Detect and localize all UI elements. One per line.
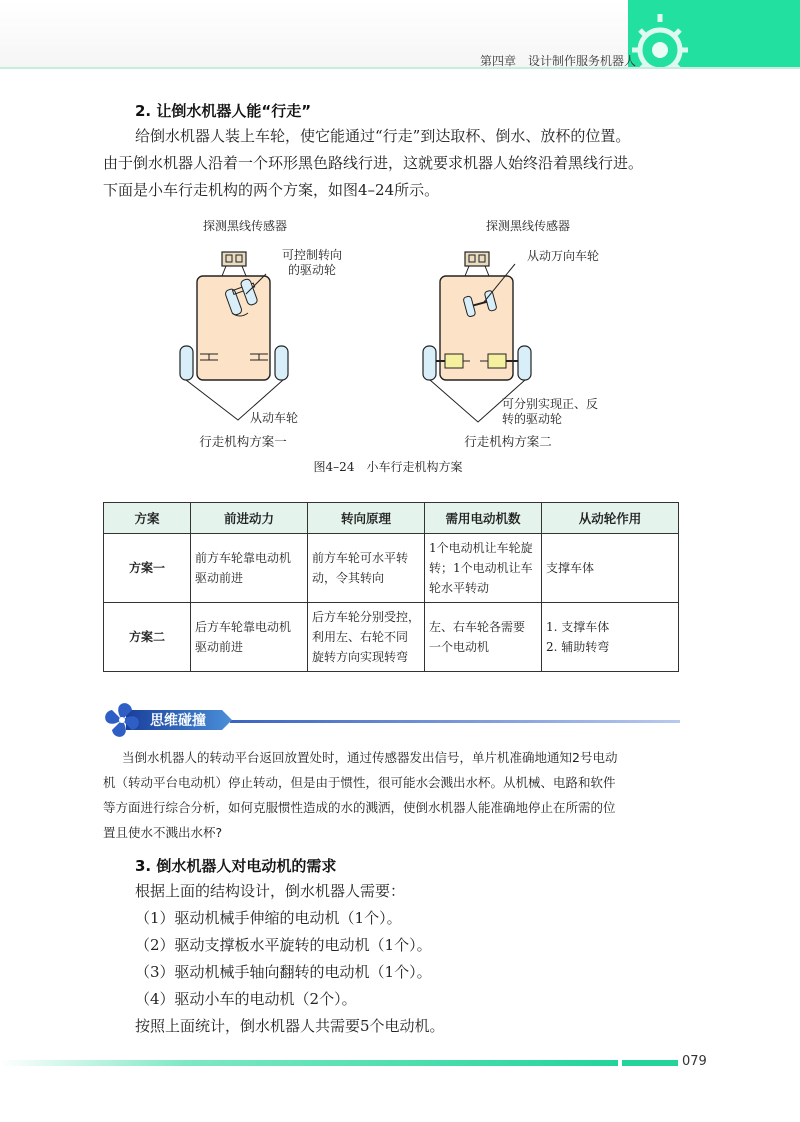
section-3-intro: 根据上面的结构设计，倒水机器人需要：	[135, 882, 406, 900]
cell-line: 2. 辅助转弯	[546, 640, 610, 654]
steer-cell	[308, 603, 425, 672]
figure-4-24	[0, 210, 800, 490]
cell-line: 轮水平转动	[429, 581, 490, 595]
scheme-one-drive-label-1: 可控制转向	[281, 248, 343, 262]
footer-bar-segment	[622, 1060, 678, 1066]
row-name: 方案二	[104, 603, 191, 672]
cell-line: 左、右车轮各需要	[429, 620, 526, 634]
section-2-line-1: 给倒水机器人装上车轮，使它能通过“行走”到达取杯、倒水、放杯的位置。	[135, 127, 631, 145]
thinking-line-3: 等方面进行综合分析，如何克服惯性造成的水的溅洒，使倒水机器人能准确地停止在所需的位	[103, 800, 616, 815]
header-cell: 前进动力	[191, 503, 308, 534]
header-divider	[0, 67, 800, 69]
scheme-two-follower-label: 从动万向车轮	[526, 249, 600, 263]
page-number: 079	[682, 1054, 707, 1069]
footer-bar	[0, 1060, 618, 1066]
header-cell: 从动轮作用	[542, 503, 679, 534]
header-cell: 转向原理	[308, 503, 425, 534]
chapter-title: 第四章 设计制作服务机器人	[479, 54, 636, 68]
section-3-title: 3. 倒水机器人对电动机的需求	[135, 857, 337, 875]
scheme-one-sensor-label: 探测黑线传感器	[202, 219, 288, 233]
pinwheel-icon	[105, 703, 139, 737]
section-2-line-2: 由于倒水机器人沿着一个环形黑色路线行进，这就要求机器人始终沿着黑线行进。	[103, 154, 644, 172]
cell-line: 一个电动机	[429, 640, 490, 654]
cell-line: 旋转方向实现转弯	[312, 650, 409, 664]
cell-line: 1. 支撑车体	[546, 620, 610, 634]
section-3-summary: 按照上面统计，倒水机器人共需要5个电动机。	[135, 1017, 445, 1035]
cell-line: 后方车轮靠电动机	[195, 620, 292, 634]
motor-item-2: （2）驱动支撑板水平旋转的电动机（1个）。	[135, 936, 432, 954]
comparison-table	[103, 502, 679, 672]
cell-line: 前方车轮可水平转	[312, 551, 409, 565]
scheme-one-drive-label-2: 的驱动轮	[287, 263, 337, 277]
gear-robot-icon	[628, 0, 708, 68]
scheme-one-drawing	[180, 252, 288, 420]
cell-line: 驱动前进	[195, 640, 244, 654]
cell-line: 转；1个电动机让车	[429, 561, 533, 575]
header-cell: 方案	[104, 503, 191, 534]
scheme-two-drive-label-1: 可分别实现正、反	[502, 397, 599, 411]
cell-line: 前方车轮靠电动机	[195, 551, 292, 565]
figure-caption: 图4–24 小车行走机构方案	[313, 460, 463, 474]
follower-cell	[542, 603, 679, 672]
power-cell	[191, 603, 308, 672]
motors-cell	[425, 603, 542, 672]
header-cell: 需用电动机数	[425, 503, 542, 534]
motor-item-1: （1）驱动机械手伸缩的电动机（1个）。	[135, 909, 402, 927]
thinking-line-1: 当倒水机器人的转动平台返回放置处时，通过传感器发出信号，单片机准确地通知2号电动	[122, 750, 618, 765]
scheme-two-sensor-label: 探测黑线传感器	[485, 219, 571, 233]
motor-item-3: （3）驱动机械手轴向翻转的电动机（1个）。	[135, 963, 432, 981]
motor-item-4: （4）驱动小车的电动机（2个）。	[135, 990, 357, 1008]
section-2-title: 2. 让倒水机器人能“行走”	[135, 102, 312, 120]
steer-cell	[308, 534, 425, 603]
section-2-line-3: 下面是小车行走机构的两个方案，如图4–24所示。	[103, 181, 440, 199]
cell-line: 支撑车体	[546, 561, 595, 575]
table-header-row	[104, 503, 679, 534]
motors-cell	[425, 534, 542, 603]
cell-line: 利用左、右轮不同	[312, 630, 409, 644]
banner-title: 思维碰撞	[150, 713, 206, 729]
thinking-banner	[100, 696, 680, 744]
follower-cell	[542, 534, 679, 603]
scheme-one-follower-label: 从动车轮	[250, 411, 299, 425]
cell-line: 驱动前进	[195, 571, 244, 585]
thinking-line-4: 置且使水不溅出水杯?	[103, 825, 223, 840]
scheme-two-caption: 行走机构方案二	[464, 435, 552, 449]
table-row	[104, 534, 679, 603]
cell-line: 1个电动机让车轮旋	[429, 541, 533, 555]
cell-line: 后方车轮分别受控，	[312, 610, 421, 624]
scheme-two-drive-label-2: 转的驱动轮	[502, 412, 563, 426]
cell-line: 动，令其转向	[312, 571, 385, 585]
table-row	[104, 603, 679, 672]
thinking-line-2: 机（转动平台电动机）停止转动，但是由于惯性，很可能水会溅出水杯。从机械、电路和软件	[103, 775, 616, 790]
scheme-one-caption: 行走机构方案一	[199, 435, 287, 449]
row-name: 方案一	[104, 534, 191, 603]
power-cell	[191, 534, 308, 603]
